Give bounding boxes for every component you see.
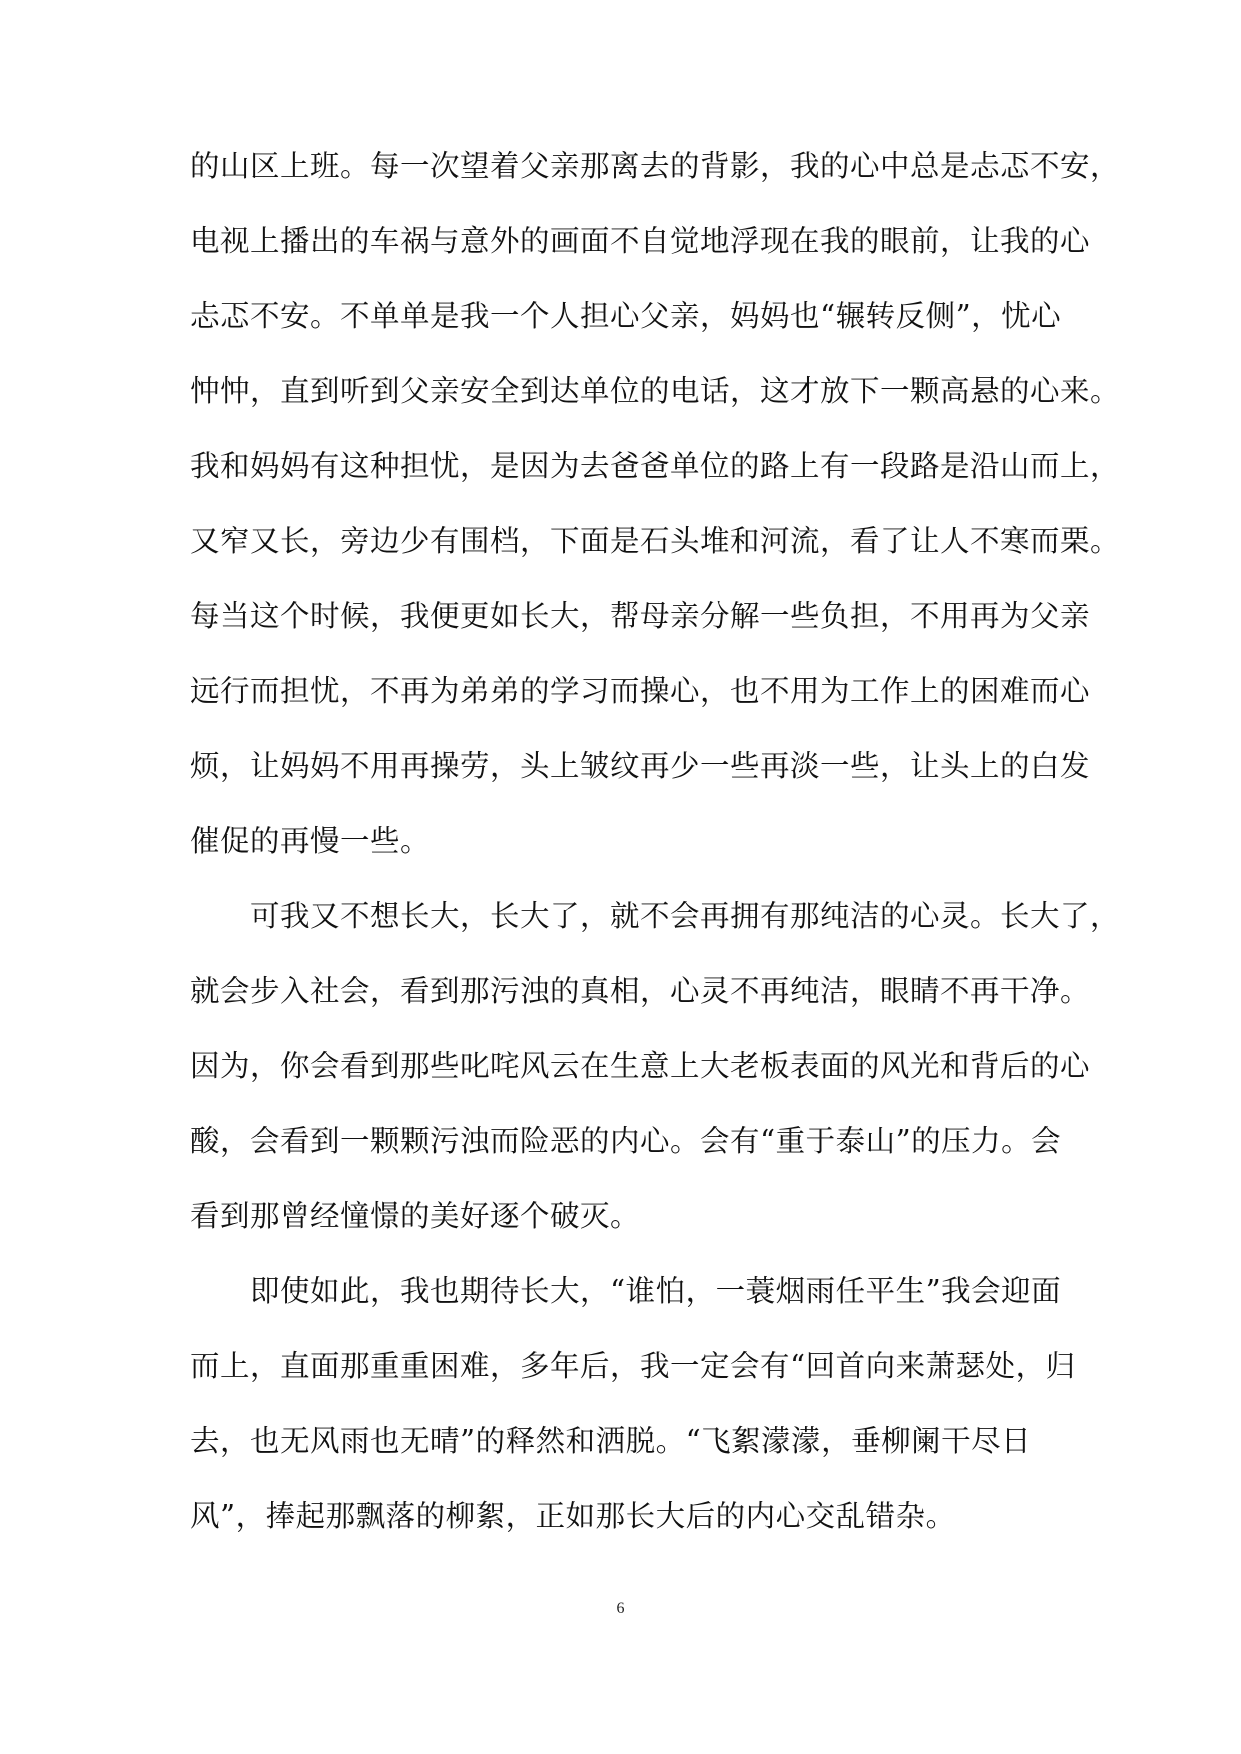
paragraph-line: 的山区上班。每一次望着父亲那离去的背影，我的心中总是忐忑不安， (190, 149, 1121, 183)
paragraph-line: 忐忑不安。不单单是我一个人担心父亲，妈妈也“辗转反侧”，忧心 (190, 299, 1062, 333)
paragraph-line: 去，也无风雨也无晴”的释然和洒脱。“飞絮濛濛，垂柳阑干尽日 (190, 1424, 1032, 1458)
paragraph-line: 即使如此，我也期待长大，“谁怕，一蓑烟雨任平生”我会迎面 (250, 1274, 1062, 1308)
paragraph-line: 因为，你会看到那些叱咤风云在生意上大老板表面的风光和背后的心 (190, 1049, 1091, 1083)
paragraph-line: 可我又不想长大，长大了，就不会再拥有那纯洁的心灵。长大了， (250, 899, 1121, 933)
paragraph-line: 远行而担忧，不再为弟弟的学习而操心，也不用为工作上的困难而心 (190, 674, 1091, 708)
document-body (190, 136, 1121, 1561)
paragraph-line: 电视上播出的车祸与意外的画面不自觉地浮现在我的眼前，让我的心 (190, 224, 1091, 258)
paragraph-line: 看到那曾经憧憬的美好逐个破灭。 (190, 1199, 641, 1233)
paragraph-line: 每当这个时候，我便更如长大，帮母亲分解一些负担，不用再为父亲 (190, 599, 1091, 633)
paragraph-line: 风”，捧起那飘落的柳絮，正如那长大后的内心交乱错杂。 (190, 1499, 956, 1533)
paragraph-line: 酸，会看到一颗颗污浊而险恶的内心。会有“重于泰山”的压力。会 (190, 1124, 1062, 1158)
paragraph-line: 就会步入社会，看到那污浊的真相，心灵不再纯洁，眼睛不再干净。 (190, 974, 1091, 1008)
paragraph-line: 又窄又长，旁边少有围档，下面是石头堆和河流，看了让人不寒而栗。 (190, 524, 1121, 558)
paragraph-line: 而上，直面那重重困难，多年后，我一定会有“回首向来萧瑟处，归 (190, 1349, 1076, 1383)
page-number: 6 (616, 1600, 625, 1617)
paragraph-line: 我和妈妈有这种担忧，是因为去爸爸单位的路上有一段路是沿山而上， (190, 449, 1121, 483)
paragraph-line: 忡忡，直到听到父亲安全到达单位的电话，这才放下一颗高悬的心来。 (190, 374, 1121, 408)
paragraph-line: 烦，让妈妈不用再操劳，头上皱纹再少一些再淡一些，让头上的白发 (190, 749, 1091, 783)
paragraph-line: 催促的再慢一些。 (190, 824, 431, 858)
